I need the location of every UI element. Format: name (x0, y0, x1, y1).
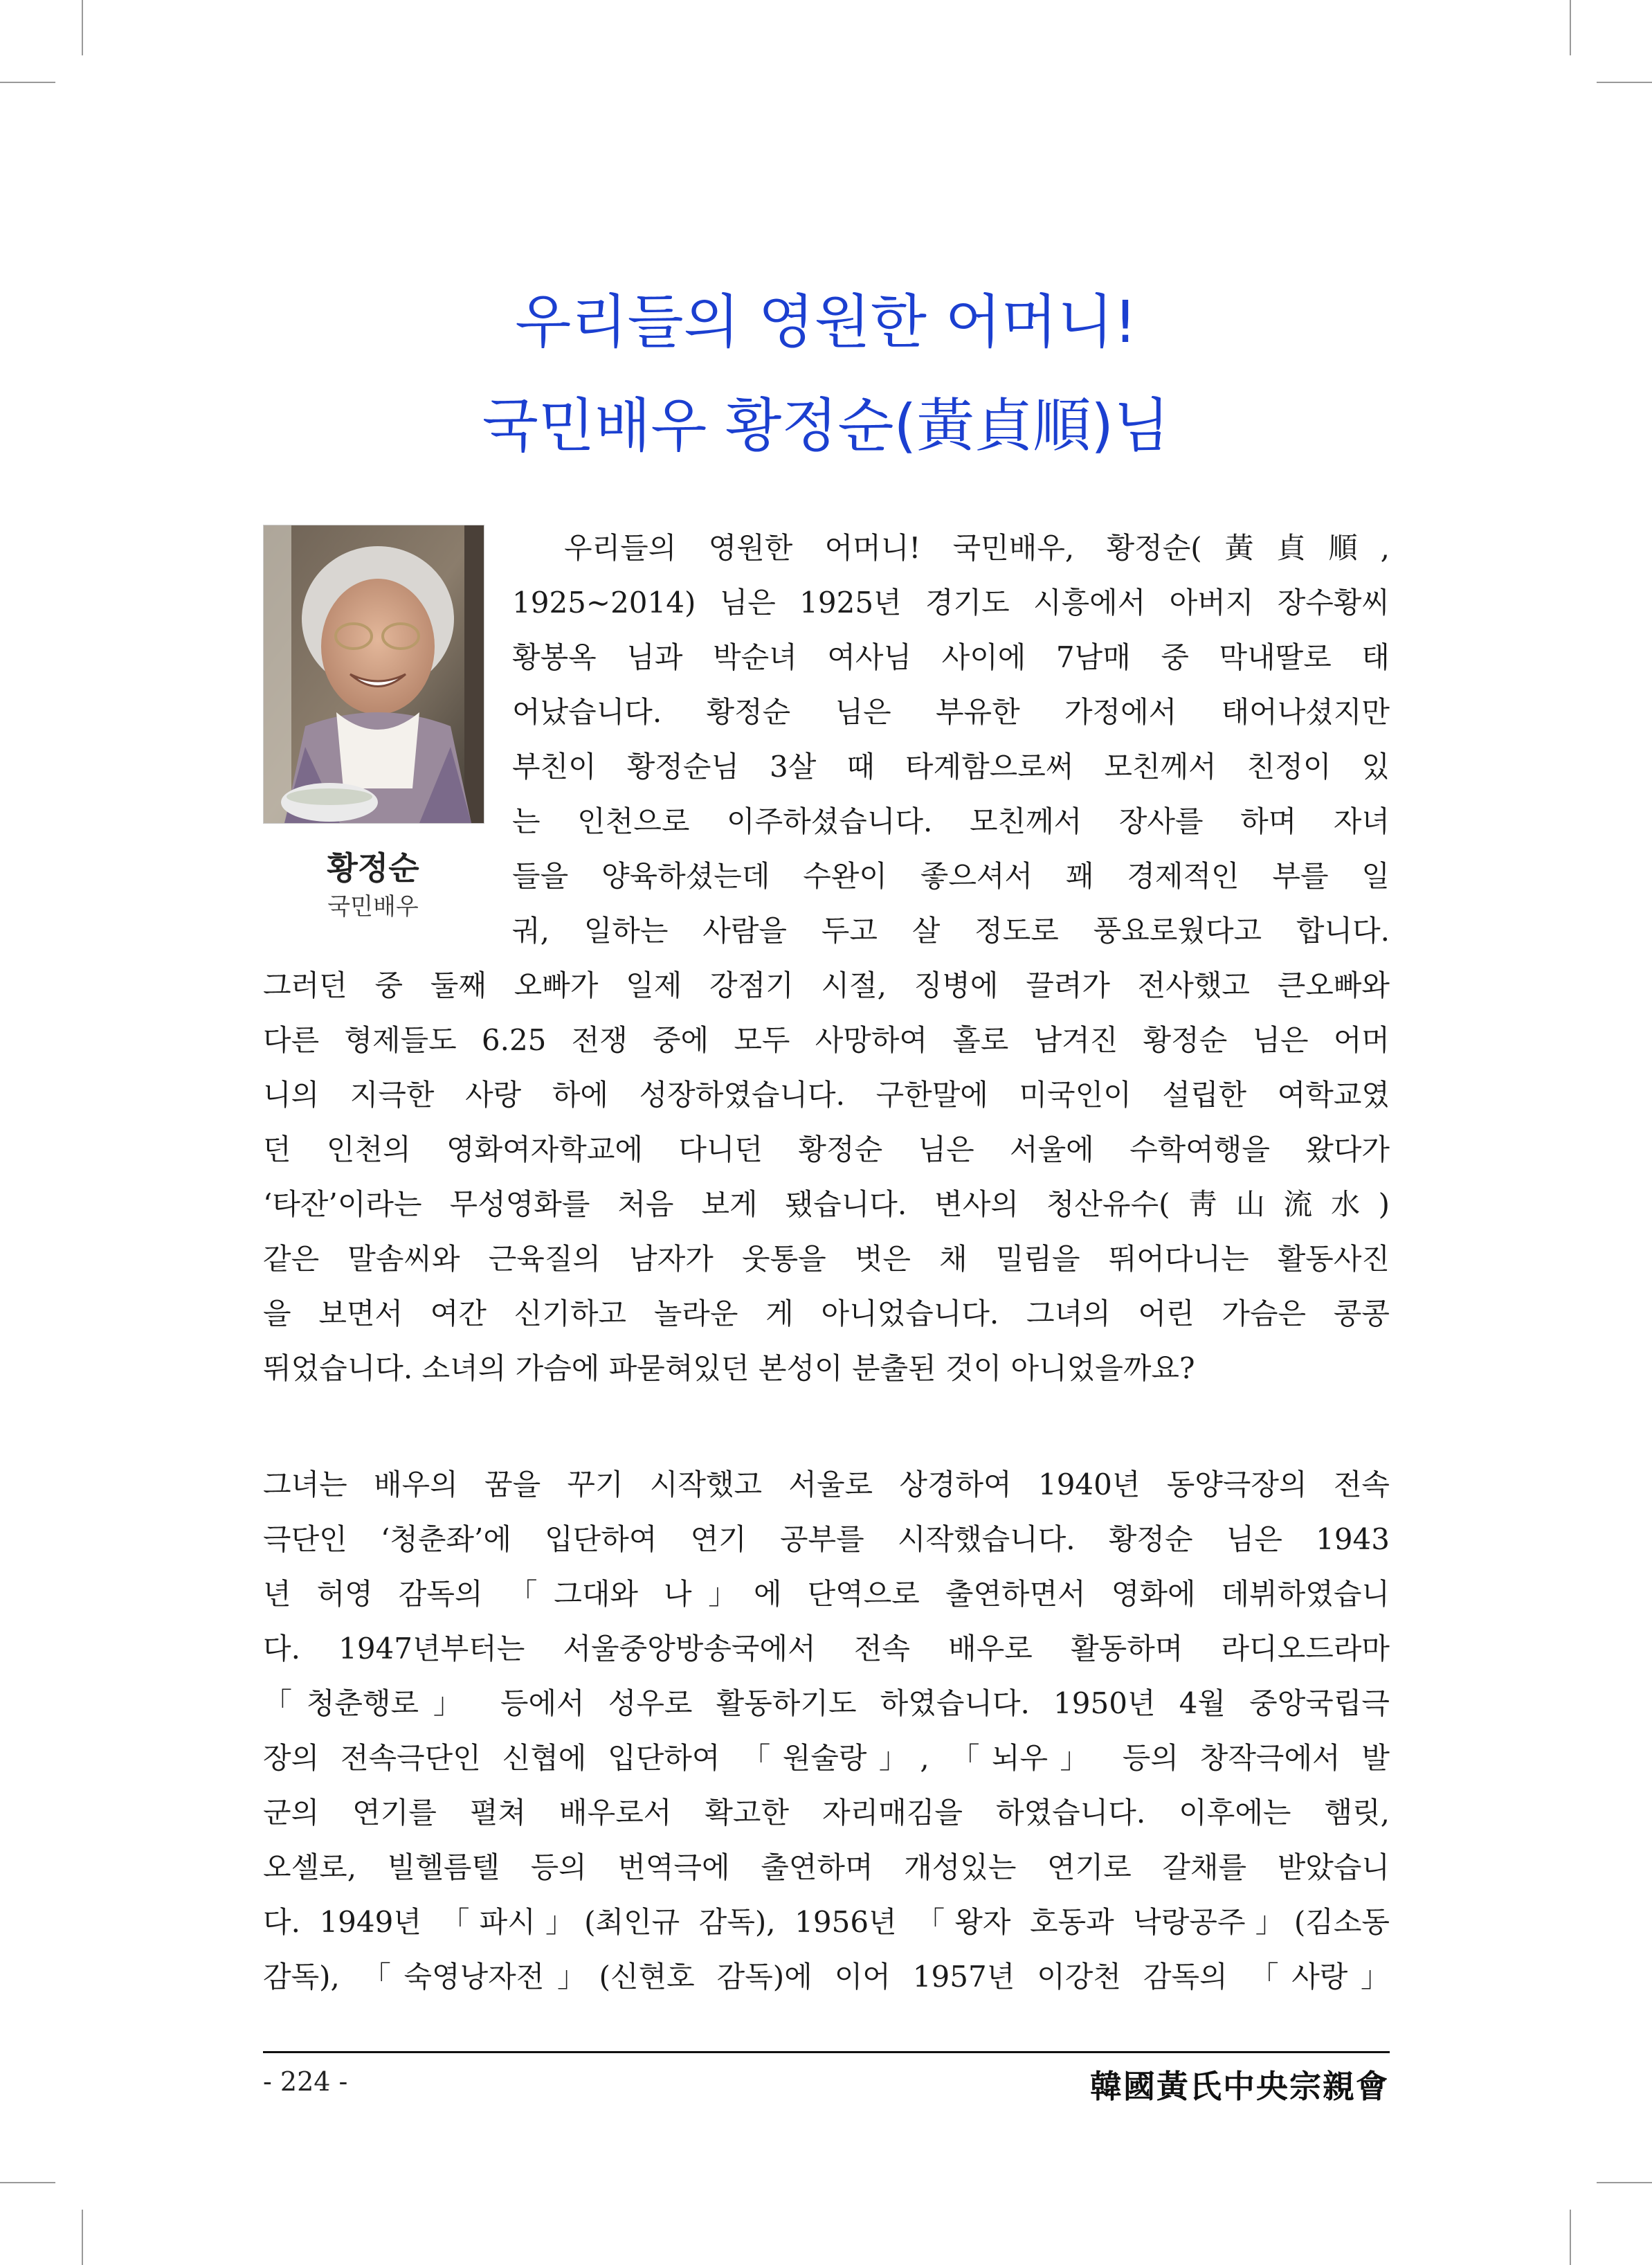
text-line: 던 인천의 영화여자학교에 다니던 황정순 님은 서울에 수학여행을 왔다가 (263, 1132, 1390, 1166)
title-line-2: 국민배우 황정순(黃貞順)님 (482, 392, 1170, 460)
text-line: 어났습니다. 황정순 님은 부유한 가정에서 태어나셨지만 (512, 695, 1390, 729)
crop-mark (1597, 82, 1652, 83)
page-title (0, 270, 1652, 478)
crop-mark (82, 2210, 83, 2265)
paragraph-intro-full (263, 958, 1390, 1396)
text-line: 극단인 ‘청춘좌’에 입단하여 연기 공부를 시작했습니다. 황정순 님은 1943 (263, 1522, 1390, 1556)
crop-mark (82, 0, 83, 55)
text-line: 들을 양육하셨는데 수완이 좋으셔서 꽤 경제적인 부를 일 (512, 859, 1390, 893)
text-line: 다. 1947년부터는 서울중앙방송국에서 전속 배우로 활동하며 라디오드라마 (263, 1632, 1390, 1666)
text-line: 감독), 「숙영낭자전」(신현호 감독)에 이어 1957년 이강천 감독의 「사랑」 (263, 1960, 1390, 1994)
crop-mark (1570, 2210, 1571, 2265)
photo-caption-role: 국민배우 (327, 893, 419, 921)
title-line-1: 우리들의 영원한 어머니! (515, 288, 1137, 356)
text-line: 부친이 황정순님 3살 때 타계함으로써 모친께서 친정이 있 (512, 750, 1390, 784)
text-line: 오셀로, 빌헬름텔 등의 번역극에 출연하며 개성있는 연기로 갈채를 받았습니 (263, 1850, 1390, 1884)
text-line: 우리들의 영원한 어머니! 국민배우, 황정순(黃貞順, (512, 531, 1390, 565)
text-line: 「청춘행로」 등에서 성우로 활동하기도 하였습니다. 1950년 4월 중앙국립극 (263, 1686, 1390, 1720)
text-line: 장의 전속극단인 신협에 입단하여 「원술랑」, 「뇌우」 등의 창작극에서 발 (263, 1741, 1390, 1775)
paragraph-intro-wrapped (512, 521, 1390, 958)
text-line: 그러던 중 둘째 오빠가 일제 강점기 시절, 징병에 끌려가 전사했고 큰오빠와 (263, 968, 1390, 1002)
text-line: 는 인천으로 이주하셨습니다. 모친께서 장사를 하며 자녀 (512, 804, 1390, 838)
text-line: 뛰었습니다. 소녀의 가슴에 파묻혀있던 본성이 분출된 것이 아니었을까요? (263, 1351, 1195, 1385)
text-line: 그녀는 배우의 꿈을 꾸기 시작했고 서울로 상경하여 1940년 동양극장의 전속 (263, 1468, 1390, 1501)
crop-mark (0, 82, 55, 83)
text-line: 황봉옥 님과 박순녀 여사님 사이에 7남매 중 막내딸로 태 (512, 640, 1390, 674)
paragraph-career (263, 1457, 1390, 2004)
organization-name: 韓國黃氏中央宗親會 (1090, 2068, 1389, 2105)
text-line: 년 허영 감독의 「그대와 나」에 단역으로 출연하면서 영화에 데뷔하였습니 (263, 1577, 1390, 1611)
text-line: 다. 1949년 「파시」(최인규 감독), 1956년 「왕자 호동과 낙랑공주」(김소동 (263, 1905, 1390, 1939)
crop-mark (1570, 0, 1571, 55)
portrait-photo (263, 525, 484, 824)
crop-mark (0, 2182, 55, 2183)
footer-divider (263, 2051, 1390, 2053)
photo-caption-name: 황정순 (327, 849, 419, 887)
text-line: 니의 지극한 사랑 하에 성장하였습니다. 구한말에 미국인이 설립한 여학교였 (263, 1078, 1390, 1112)
crop-mark (1597, 2182, 1652, 2183)
text-line: ‘타잔’이라는 무성영화를 처음 보게 됐습니다. 변사의 청산유수(靑山流水) (263, 1187, 1390, 1221)
text-line: 다른 형제들도 6.25 전쟁 중에 모두 사망하여 홀로 남겨진 황정순 님은 어머 (263, 1023, 1390, 1057)
text-line: 을 보면서 여간 신기하고 놀라운 게 아니었습니다. 그녀의 어린 가슴은 콩콩 (263, 1297, 1390, 1330)
text-line: 같은 말솜씨와 근육질의 남자가 웃통을 벗은 채 밀림을 뛰어다니는 활동사진 (263, 1242, 1390, 1276)
page-number: - 224 - (263, 2066, 348, 2097)
text-line: 1925~2014) 님은 1925년 경기도 시흥에서 아버지 장수황씨 (512, 586, 1390, 620)
text-line: 군의 연기를 펼쳐 배우로서 확고한 자리매김을 하였습니다. 이후에는 햄릿, (263, 1796, 1390, 1830)
text-line: 궈, 일하는 사람을 두고 살 정도로 풍요로웠다고 합니다. (512, 914, 1390, 948)
